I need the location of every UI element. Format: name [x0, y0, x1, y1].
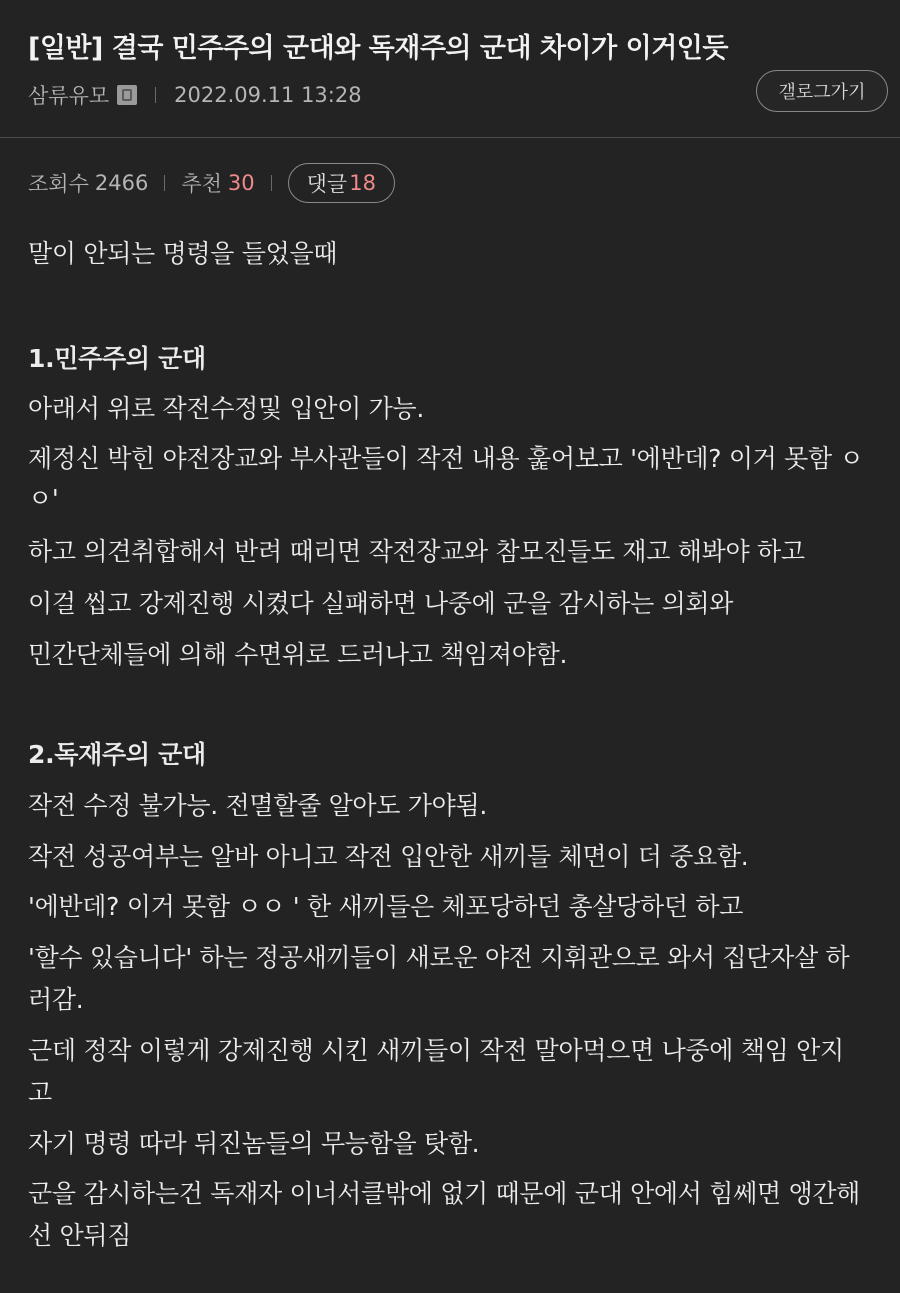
- body-line: '에반데? 이거 못함 ㅇㅇ ' 한 새끼들은 체포당하던 총살당하던 하고: [28, 892, 744, 921]
- body-line: 근데 정작 이렇게 강제진행 시킨 새끼들이 작전 말아먹으면 나중에 책임 안지: [28, 1036, 844, 1065]
- body-line: 자기 명령 따라 뒤진놈들의 무능함을 탓함.: [28, 1129, 480, 1158]
- author-name[interactable]: 삼류유모: [28, 84, 110, 108]
- body-line: 말이 안되는 명령을 들었을때: [28, 239, 338, 268]
- body-line: 이걸 씹고 강제진행 시켰다 실패하면 나중에 군을 감시하는 의회와: [28, 589, 734, 618]
- post-stats: [28, 163, 395, 203]
- body-line: 군을 감시하는건 독재자 이너서클밖에 없기 때문에 군대 안에서 힘쎄면 앵간해: [28, 1179, 861, 1208]
- body-line: ㅇ': [28, 484, 59, 513]
- fixed-nick-icon: [117, 85, 137, 105]
- body-line: 작전 수정 불가능. 전멸할줄 알아도 가야됨.: [28, 791, 487, 820]
- recommend-count: 30: [227, 171, 255, 195]
- meta-divider: [155, 87, 156, 103]
- views-label: 조회수: [28, 172, 89, 196]
- recommend-label: 추천: [181, 172, 222, 196]
- body-line: 민간단체들에 의해 수면위로 드러나고 책임져야함.: [28, 640, 568, 669]
- section-heading: 2.독재주의 군대: [28, 740, 206, 769]
- comment-count: 18: [349, 171, 376, 195]
- body-line: 제정신 박힌 야전장교와 부사관들이 작전 내용 훑어보고 '에반데? 이거 못함 ㅇ: [28, 444, 864, 473]
- body-line: '할수 있습니다' 하는 정공새끼들이 새로운 야전 지휘관으로 와서 집단자살 하: [28, 943, 850, 972]
- section-heading: 1.민주주의 군대: [28, 344, 206, 373]
- body-line: 선 안뒤짐: [28, 1221, 132, 1250]
- post-header: [0, 0, 900, 138]
- body-line: 하고 의견취합해서 반려 때리면 작전장교와 참모진들도 재고 해봐야 하고: [28, 537, 805, 566]
- comment-label: 댓글: [306, 172, 348, 196]
- body-line: 러감.: [28, 985, 84, 1014]
- stats-divider: [164, 175, 165, 191]
- comment-button[interactable]: [288, 163, 395, 203]
- stats-divider: [271, 175, 272, 191]
- post-date: 2022.09.11 13:28: [174, 83, 362, 107]
- post-meta: [28, 80, 362, 110]
- body-line: 아래서 위로 작전수정및 입안이 가능.: [28, 394, 424, 423]
- body-line: 고: [28, 1078, 52, 1107]
- body-line: 작전 성공여부는 알바 아니고 작전 입안한 새끼들 체면이 더 중요함.: [28, 842, 749, 871]
- gallog-button[interactable]: 갤로그가기: [756, 70, 888, 112]
- post-title: [일반] 결국 민주주의 군대와 독재주의 군대 차이가 이거인듯: [28, 33, 728, 64]
- views-count: 2466: [94, 171, 149, 195]
